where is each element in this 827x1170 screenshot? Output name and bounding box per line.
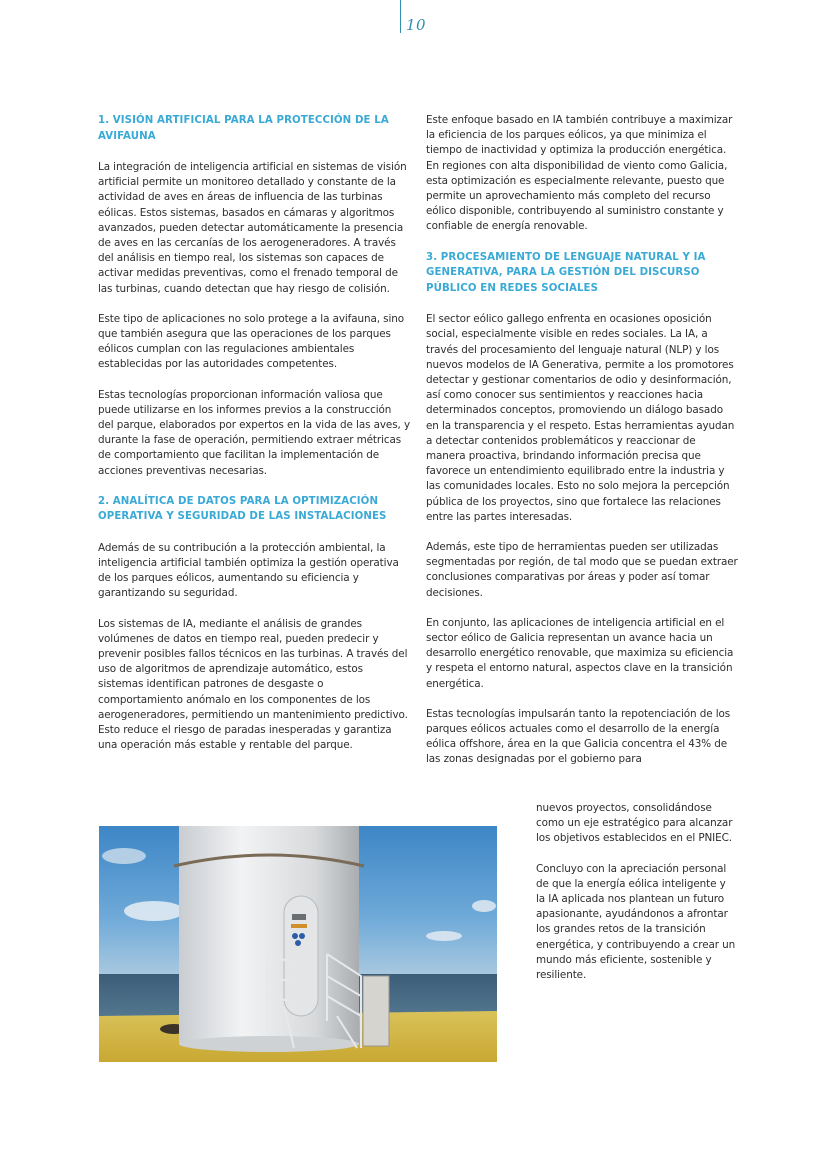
- section-2-heading: 2. ANALÍTICA DE DATOS PARA LA OPTIMIZACIÓN OPERATIVA Y SEGURIDAD DE LAS INSTALACIONES: [98, 495, 387, 523]
- indented-paragraph: nuevos proyectos, consolidándose como un eje estratégico para alcanzar los objetivos establecidos en el PNIEC.: [536, 802, 733, 845]
- section-2-continued-paragraph: Este enfoque basado en IA también contribuye a maximizar la eficiencia de los parques eólicos, ya que minimiza el tiempo de inactividad y optimiza la producción energética. En regiones con alta disponibilidad de viento como Galicia, esta optimización es especialmente relevante, puesto que permite un aprovechamiento más completo del recurso eólico disponible, contribuyendo al suministro constante y confiable de energía renovable.: [426, 114, 733, 233]
- section-3-paragraph: Estas tecnologías impulsarán tanto la repotenciación de los parques eólicos actuales como el desarrollo de la energía eólica offshore, área en la que Galicia concentra el 43% de las zonas designadas por el gobierno para: [426, 707, 731, 766]
- mandatory-sign: [295, 940, 301, 946]
- closing-paragraph: Concluyo con la apreciación personal de que la energía eólica inteligente y la IA aplicada nos plantean un futuro apasionante, ayudándonos a afrontar los grandes retos de la transición energética, y contribuyendo a crear un mundo más eficiente, sostenible y resiliente.: [536, 862, 736, 982]
- cloud: [472, 900, 496, 912]
- door-sign: [292, 914, 306, 920]
- cloud: [124, 901, 184, 921]
- section-2-paragraph: Los sistemas de IA, mediante el análisis de grandes volúmenes de datos en tiempo real, pueden predecir y prevenir posibles fallos técnicos en las turbinas. A través del uso de algoritmos de aprendizaje automático, estos sistemas identifican patrones de desgaste o comportamiento anómalo en los componentes de los aerogeneradores, permitiendo un mantenimiento predictivo. Esto reduce el riesgo de paradas inesperadas y garantiza una operación más estable y rentable del parque.: [98, 617, 408, 752]
- mandatory-sign: [292, 933, 298, 939]
- wind-turbine-photo: [99, 826, 497, 1062]
- page-number-rule: [400, 0, 401, 33]
- indented-text-block: [536, 801, 736, 998]
- control-cabinet: [363, 976, 389, 1046]
- mandatory-sign: [299, 933, 305, 939]
- tower-base: [179, 1036, 359, 1052]
- section-1-paragraph: La integración de inteligencia artificial en sistemas de visión artificial permite un monitoreo detallado y constante de la actividad de aves en áreas de influencia de las turbinas eólicas. Estos sistemas, basados en cámaras y algoritmos avanzados, pueden detectar automáticamente la presencia de aves en las cercanías de los aerogeneradores. A través del análisis en tiempo real, los sistemas son capaces de activar medidas preventivas, como el frenado temporal de las turbinas, cuando detectan que hay riesgo de colisión.: [98, 161, 407, 295]
- warning-signs: [291, 924, 307, 928]
- section-2-paragraph: Además de su contribución a la protección ambiental, la inteligencia artificial también optimiza la gestión operativa de los parques eólicos, aumentando su eficiencia y garantizando su seguridad.: [98, 541, 399, 600]
- section-3-paragraph: Además, este tipo de herramientas pueden ser utilizadas segmentadas por región, de tal modo que se puedan extraer conclusiones comparativas por áreas y poder así tomar decisiones.: [426, 540, 738, 599]
- page-number: 10: [406, 16, 427, 34]
- left-column: [98, 113, 410, 769]
- cloud: [102, 848, 146, 864]
- turbine-photo-illustration: [99, 826, 497, 1062]
- section-3-heading: 3. PROCESAMIENTO DE LENGUAJE NATURAL Y IA GENERATIVA, PARA LA GESTIÓN DEL DISCURSO PÚBLICO EN REDES SOCIALES: [426, 251, 706, 294]
- right-column: [426, 113, 738, 768]
- section-1-heading: 1. VISIÓN ARTIFICIAL PARA LA PROTECCIÓN DE LA AVIFAUNA: [98, 115, 389, 142]
- section-3-paragraph: El sector eólico gallego enfrenta en ocasiones oposición social, especialmente visible en redes sociales. La IA, a través del procesamiento del lenguaje natural (NLP) y los nuevos modelos de IA Generativa, permite a los promotores detectar y gestionar comentarios de odio y desinformación, así como conocer sus sentimientos y reacciones hacia determinados conceptos, promoviendo un diálogo basado en la transparencia y el respeto. Estas herramientas ayudan a detectar contenidos problemáticos y reaccionar de manera proactiva, brindando información precisa que favorece un entendimiento equilibrado entre la industria y las comunidades locales. Esto no solo mejora la percepción pública de los proyectos, sino que fortalece las relaciones entre las partes interesadas.: [426, 313, 735, 523]
- section-1-paragraph: Estas tecnologías proporcionan información valiosa que puede utilizarse en los informes previos a la construcción del parque, elaborados por expertos en la vida de las aves, y durante la fase de operación, permitiendo extraer métricas de comportamiento que facilitan la implementación de acciones preventivas necesarias.: [98, 388, 410, 477]
- section-1-paragraph: Este tipo de aplicaciones no solo protege a la avifauna, sino que también asegura que las operaciones de los parques eólicos cumplan con las regulaciones ambientales establecidas por las autoridades competentes.: [98, 312, 404, 371]
- cloud: [426, 931, 462, 941]
- section-3-paragraph: En conjunto, las aplicaciones de inteligencia artificial en el sector eólico de Galicia representan un avance hacia un desarrollo energético renovable, que maximiza su eficiencia y respeta el entorno natural, aspectos clave en la transición energética.: [426, 616, 734, 690]
